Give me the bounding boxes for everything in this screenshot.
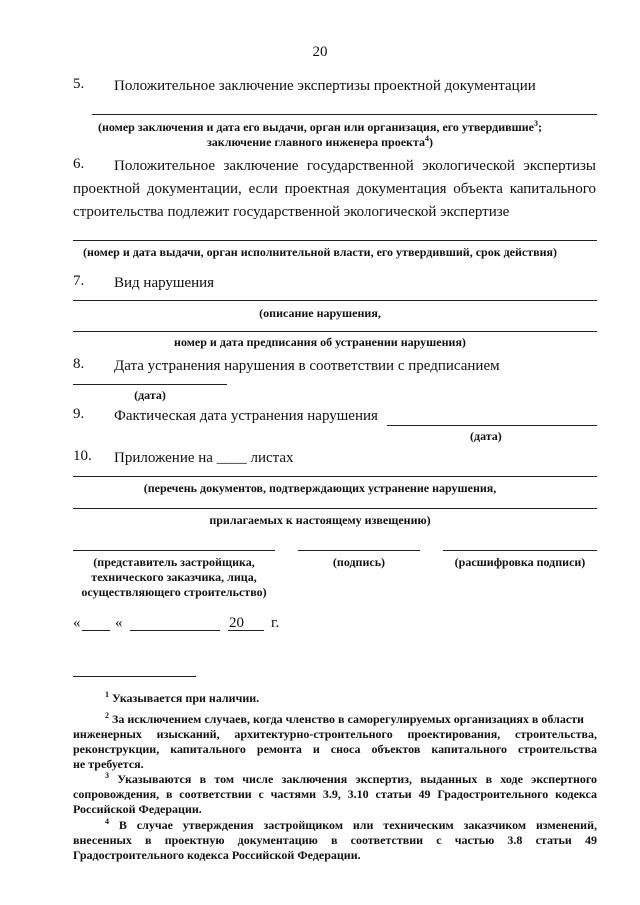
footnote-3-line-2: сопровождения, в соответствии с частями 3.9, 3.10 статьи 49 Градостроительного кодекса — [73, 787, 597, 801]
footnote-2-line-1: $^2$ За исключением случаев, когда членство в саморегулируемых организациях в области — [105, 711, 584, 726]
date-day-line[interactable] — [82, 630, 110, 631]
section-10-fill-line-2[interactable] — [73, 508, 597, 509]
section-7-fill-line-2[interactable] — [73, 331, 597, 332]
footnote-separator — [73, 676, 196, 677]
section-7-number: 7. — [73, 273, 85, 289]
section-6-line-3: строительства подлежит государственной экологической экспертизе — [73, 204, 510, 220]
section-9-date-line[interactable] — [387, 425, 597, 426]
section-6-caption: (номер и дата выдачи, орган исполнительной власти, его утвердивший, срок действия) — [82, 245, 558, 259]
footnote-4-line-3: Градостроительного кодекса Российской Федерации. — [73, 848, 361, 862]
section-6-line-2: проектной документации, если проектная документация объекта капитального — [73, 181, 596, 197]
footnote-2-line-3: реконструкции, капитального ремонта и сноса объектов капитального строительства — [73, 742, 597, 756]
signature-line[interactable] — [298, 550, 420, 551]
section-8-title: Дата устранения нарушения в соответствии с предписанием — [114, 358, 500, 374]
section-5-number: 5. — [73, 76, 85, 92]
section-7-title: Вид нарушения — [114, 275, 215, 291]
signature-decode-caption: (расшифровка подписи) — [454, 555, 586, 569]
section-8-caption: (дата) — [134, 388, 166, 402]
sheets-count-blank[interactable]: ____ — [216, 450, 247, 466]
section-10-fill-line-1[interactable] — [73, 476, 597, 477]
section-7-caption-1: (описание нарушения, — [259, 306, 381, 320]
section-7-fill-line-1[interactable] — [73, 300, 597, 301]
section-7-caption-2: номер и дата предписания об устранении нарушения) — [174, 335, 466, 349]
signature-decode-line[interactable] — [443, 550, 597, 551]
section-6-number: 6. — [73, 156, 85, 172]
section-10-caption-1: (перечень документов, подтверждающих устранение нарушения, — [143, 481, 497, 495]
footnote-3-line-3: Российской Федерации. — [73, 802, 202, 816]
date-year-prefix: 20 — [229, 615, 244, 631]
section-9-title: Фактическая дата устранения нарушения — [114, 408, 378, 424]
date-month-line[interactable] — [130, 630, 220, 631]
representative-caption-2: технического заказчика, лица, — [91, 570, 257, 584]
signature-caption: (подпись) — [332, 555, 386, 569]
section-9-caption: (дата) — [470, 429, 502, 443]
footnote-4-line-1: $^4$ В случае утверждения застройщиком или техническим заказчиком изменений, — [105, 817, 598, 832]
section-5-title: Положительное заключение экспертизы проектной документации — [114, 78, 536, 94]
section-9-number: 9. — [73, 406, 85, 422]
section-5-fill-line[interactable] — [92, 114, 597, 115]
section-10-caption-2: прилагаемых к настоящему извещению) — [209, 513, 431, 527]
page-number: 20 — [312, 44, 328, 60]
section-10-title: Приложение на ____ листах — [114, 450, 294, 466]
section-8-date-line[interactable] — [73, 384, 227, 385]
section-10-number: 10. — [73, 448, 92, 464]
section-6-line-1: Положительное заключение государственной экологической экспертизы — [114, 158, 596, 174]
section-8-number: 8. — [73, 356, 85, 372]
footnote-1: $^1$ Указывается при наличии. — [105, 690, 260, 705]
date-quote-close: « — [115, 615, 123, 631]
footnote-4-line-2: внесенных в проектную документацию в соответствии с частью 3.8 статьи 49 — [73, 833, 597, 847]
date-year-suffix: г. — [271, 615, 280, 631]
section-5-caption-2: заключение главного инженера проекта$^4$) — [206, 134, 434, 149]
representative-caption-3: осуществляющего строительство) — [81, 585, 267, 599]
section-5-caption-1: (номер заключения и дата его выдачи, орган или организация, его утвердившие$^3$; — [98, 119, 542, 134]
date-quote-open: « — [73, 615, 81, 631]
footnote-2-line-2: инженерных изысканий, архитектурно-строительного проектирования, строительства, — [73, 727, 597, 741]
footnote-3-line-1: $^3$ Указываются в том числе заключения экспертиз, выданных в ходе экспертного — [105, 771, 598, 786]
representative-caption-1: (представитель застройщика, — [93, 555, 255, 569]
date-year-line[interactable] — [228, 630, 264, 631]
representative-line[interactable] — [73, 550, 275, 551]
section-6-fill-line[interactable] — [73, 240, 597, 241]
footnote-2-line-4: не требуется. — [73, 757, 144, 771]
